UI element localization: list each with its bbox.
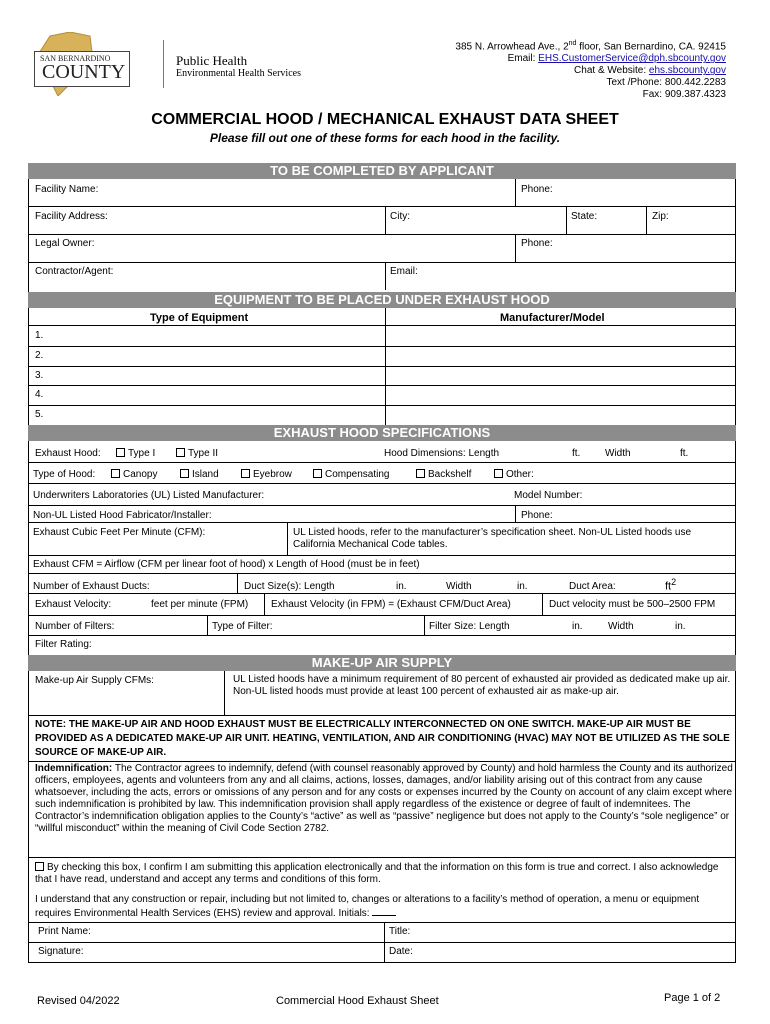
divider (385, 206, 386, 234)
interconnect-warning: NOTE: THE MAKE-UP AIR AND HOOD EXHAUST MUST BE ELECTRICALLY INTERCONNECTED ON ONE SWITCH. MAKE-UP AIR MUST BE PROVIDED AS A DEDICATED MAKE-UP AIR UNIT. HEATING, VENTILATION, AND AIR CONDITIONING (HVAC) MAY NOT BE UTILIZED AS THE SOLE SOURCE OF MAKE-UP AIR. (35, 719, 730, 758)
ul-manufacturer-label[interactable]: Underwriters Laboratories (UL) Listed Manufacturer: (33, 490, 265, 501)
dept-subtitle: Environmental Health Services (176, 68, 301, 79)
non-ul-label[interactable]: Non-UL Listed Hood Fabricator/Installer: (33, 510, 212, 521)
divider (646, 206, 647, 234)
checkbox-icon[interactable] (176, 448, 185, 457)
ft2-unit: $ft^2$ (665, 577, 677, 593)
divider (224, 671, 225, 715)
zip-label[interactable]: Zip: (652, 211, 669, 222)
model-number-label[interactable]: Model Number: (514, 490, 583, 501)
cfm-label[interactable]: Exhaust Cubic Feet Per Minute (CFM): (33, 527, 206, 538)
divider (28, 385, 736, 386)
logo-line1: SAN BERNARDINO (40, 54, 111, 63)
contractor-label[interactable]: Contractor/Agent: (35, 266, 114, 277)
website-link[interactable]: ehs.sbcounty.gov (648, 65, 726, 77)
cfm-formula: Exhaust CFM = Airflow (CFM per linear foot of hood) x Length of Hood (must be in feet) (33, 559, 420, 570)
contact-fax: Fax: 909.387.4323 (642, 89, 726, 101)
equipment-header: EQUIPMENT TO BE PLACED UNDER EXHAUST HOOD (28, 292, 736, 308)
divider (385, 262, 386, 290)
checkbox-icon[interactable] (116, 448, 125, 457)
duct-size-label[interactable]: Duct Size(s): Length (244, 581, 335, 592)
compensating-checkbox[interactable]: Compensating (313, 469, 389, 481)
equipment-col-type: Type of Equipment (150, 312, 249, 324)
city-label[interactable]: City: (390, 211, 410, 222)
filter-type-label[interactable]: Type of Filter: (212, 621, 273, 632)
divider (28, 405, 736, 406)
equipment-row-2[interactable]: 2. (35, 349, 44, 361)
divider (28, 234, 736, 235)
checkbox-icon[interactable] (35, 862, 44, 871)
legal-owner-label[interactable]: Legal Owner: (35, 238, 95, 249)
divider (515, 179, 516, 206)
form-title: COMMERCIAL HOOD / MECHANICAL EXHAUST DATA SHEET (151, 111, 619, 128)
divider (28, 483, 736, 484)
divider (28, 857, 736, 858)
indemnification-text: Indemnification: The Contractor agrees to indemnify, defend (with counsel reasonably approved by County) and hold harmless the County and its authorized officers, employees, agents and volunteers from any and all claims, actions, losses, damages, and/or liability arising out of this contract from any cause whatsoever, including the acts, errors or omissions of any person and for any costs or expenses incurred by the County on account of any claim except where such indemnification is prohibited by law. This indemnification provision shall apply regardless of the existence or degree of fault of indemnitees. The Contractor’s indemnification obligation applies to the County’s “active” as well as “passive” negligence but does not apply to the County’s “sole negligence” or “willful misconduct” within the meaning of Civil Code Section 2782. (35, 763, 733, 834)
width-label[interactable]: Width (605, 448, 631, 459)
checkbox-icon[interactable] (180, 469, 189, 478)
type-of-hood-label: Type of Hood: (33, 469, 96, 480)
owner-phone-label[interactable]: Phone: (521, 238, 553, 249)
dept-name: Public Health (176, 53, 248, 68)
logo-line2: COUNTY (42, 61, 126, 83)
state-label[interactable]: State: (571, 211, 598, 222)
num-filters-label[interactable]: Number of Filters: (35, 621, 115, 632)
divider (515, 505, 516, 522)
backshelf-checkbox[interactable]: Backshelf (416, 469, 471, 481)
equipment-row-3[interactable]: 3. (35, 369, 44, 381)
facility-address-label[interactable]: Facility Address: (35, 211, 108, 222)
filter-rating-label[interactable]: Filter Rating: (35, 639, 92, 650)
eyebrow-checkbox[interactable]: Eyebrow (241, 469, 292, 481)
in-unit: in. (675, 621, 686, 632)
makeup-header: MAKE-UP AIR SUPPLY (28, 655, 736, 671)
type1-checkbox[interactable]: Type I (116, 448, 155, 460)
duct-area-label[interactable]: Duct Area: (569, 581, 616, 592)
divider (28, 522, 736, 523)
divider (28, 346, 736, 347)
divider (28, 761, 736, 762)
divider (28, 593, 736, 594)
divider (28, 715, 736, 716)
divider (566, 206, 567, 234)
signature-label[interactable]: Signature: (38, 946, 84, 957)
makeup-note: UL Listed hoods have a minimum requirement of 80 percent of exhausted air provided as dedicated make up air. Non-UL listed hoods must provide at least 100 percent of exhausted air as make-up air. (233, 674, 731, 697)
applicant-header: TO BE COMPLETED BY APPLICANT (28, 163, 736, 179)
logo-divider (163, 40, 164, 88)
ft-unit: ft. (680, 448, 689, 459)
in-unit: in. (396, 581, 407, 592)
contact-phone: Text /Phone: 800.442.2283 (606, 77, 726, 89)
phone-label[interactable]: Phone: (521, 184, 553, 195)
divider (542, 593, 543, 615)
divider (28, 325, 736, 326)
divider (28, 555, 736, 556)
facility-name-label[interactable]: Facility Name: (35, 184, 99, 195)
equipment-row-1[interactable]: 1. (35, 330, 44, 341)
contact-block (455, 38, 726, 101)
divider (515, 234, 516, 262)
checkbox-icon[interactable] (313, 469, 322, 478)
velocity-label[interactable]: Exhaust Velocity: (35, 599, 112, 610)
filter-width-label[interactable]: Width (608, 621, 634, 632)
ft-unit: ft. (572, 448, 581, 459)
revised-date: Revised 04/2022 (37, 995, 120, 1007)
in-unit: in. (572, 621, 583, 632)
contact-web: Chat & Website: ehs.sbcounty.gov (574, 65, 726, 77)
type2-checkbox[interactable]: Type II (176, 448, 218, 460)
fpm-unit: feet per minute (FPM) (151, 599, 249, 610)
fabricator-phone-label[interactable]: Phone: (521, 510, 553, 521)
equipment-col-mfr: Manufacturer/Model (500, 312, 605, 324)
divider (28, 942, 736, 943)
divider (28, 635, 736, 636)
velocity-formula: Exhaust Velocity (in FPM) = (Exhaust CFM/Duct Area) (271, 599, 511, 610)
confirm-checkbox[interactable]: By checking this box, I confirm I am submitting this application electronically and that the information on this form is true and correct. I also acknowledge that I have read, understand and accept any terms and conditions of this form. (35, 862, 719, 885)
island-checkbox[interactable]: Island (180, 469, 219, 481)
checkbox-icon[interactable] (494, 469, 503, 478)
other-checkbox[interactable]: Other: (494, 469, 534, 481)
num-ducts-label[interactable]: Number of Exhaust Ducts: (33, 581, 150, 592)
equipment-row-5[interactable]: 5. (35, 409, 44, 421)
divider (28, 462, 736, 463)
contact-email: Email: EHS.CustomerService@dph.sbcounty.gov (507, 53, 726, 65)
divider (287, 522, 288, 555)
page-number: Page 1 of 2 (664, 992, 721, 1004)
divider (28, 615, 736, 616)
divider (237, 573, 238, 593)
makeup-cfms-label[interactable]: Make-up Air Supply CFMs: (35, 675, 154, 686)
email-link[interactable]: EHS.CustomerService@dph.sbcounty.gov (538, 53, 726, 65)
specs-header: EXHAUST HOOD SPECIFICATIONS (28, 425, 736, 441)
date-label[interactable]: Date: (389, 946, 413, 957)
canopy-checkbox[interactable]: Canopy (111, 469, 157, 481)
checkbox-icon[interactable] (416, 469, 425, 478)
form-subtitle: Please fill out one of these forms for each hood in the facility. (209, 131, 561, 145)
email-label[interactable]: Email: (390, 266, 418, 277)
divider (28, 366, 736, 367)
doc-name: Commercial Hood Exhaust Sheet (276, 995, 439, 1007)
county-logo (30, 32, 130, 96)
hood-dimensions-label[interactable]: Hood Dimensions: Length (384, 448, 500, 459)
divider (424, 615, 425, 635)
ul-note: UL Listed hoods, refer to the manufacturer’s specification sheet. Non-UL Listed hoods use California Mechanical Code tables. (293, 527, 692, 550)
approval-statement: I understand that any construction or repair, including but not limited to, changes or alterations to a facility’s method of operation, a menu or equipment requires Environmental Health Services (EHS) review and approval. Initials: (35, 894, 700, 919)
equipment-row-4[interactable]: 4. (35, 389, 44, 401)
velocity-range: Duct velocity must be 500–2500 FPM (549, 599, 716, 610)
checkbox-icon[interactable] (241, 469, 250, 478)
initials-field[interactable] (372, 906, 396, 916)
divider (264, 593, 265, 615)
divider (28, 262, 736, 263)
filter-size-label[interactable]: Filter Size: Length (429, 621, 510, 632)
exhaust-hood-label: Exhaust Hood: (35, 448, 101, 459)
divider (28, 206, 736, 207)
divider (28, 573, 736, 574)
contact-address: 385 N. Arrowhead Ave., 2nd floor, San Bernardino, CA. 92415 (455, 40, 726, 53)
duct-width-label[interactable]: Width (446, 581, 472, 592)
checkbox-icon[interactable] (111, 469, 120, 478)
print-name-label[interactable]: Print Name: (38, 926, 91, 937)
in-unit: in. (517, 581, 528, 592)
divider (28, 505, 736, 506)
divider (207, 615, 208, 635)
divider (28, 922, 736, 923)
title-label[interactable]: Title: (389, 926, 411, 937)
